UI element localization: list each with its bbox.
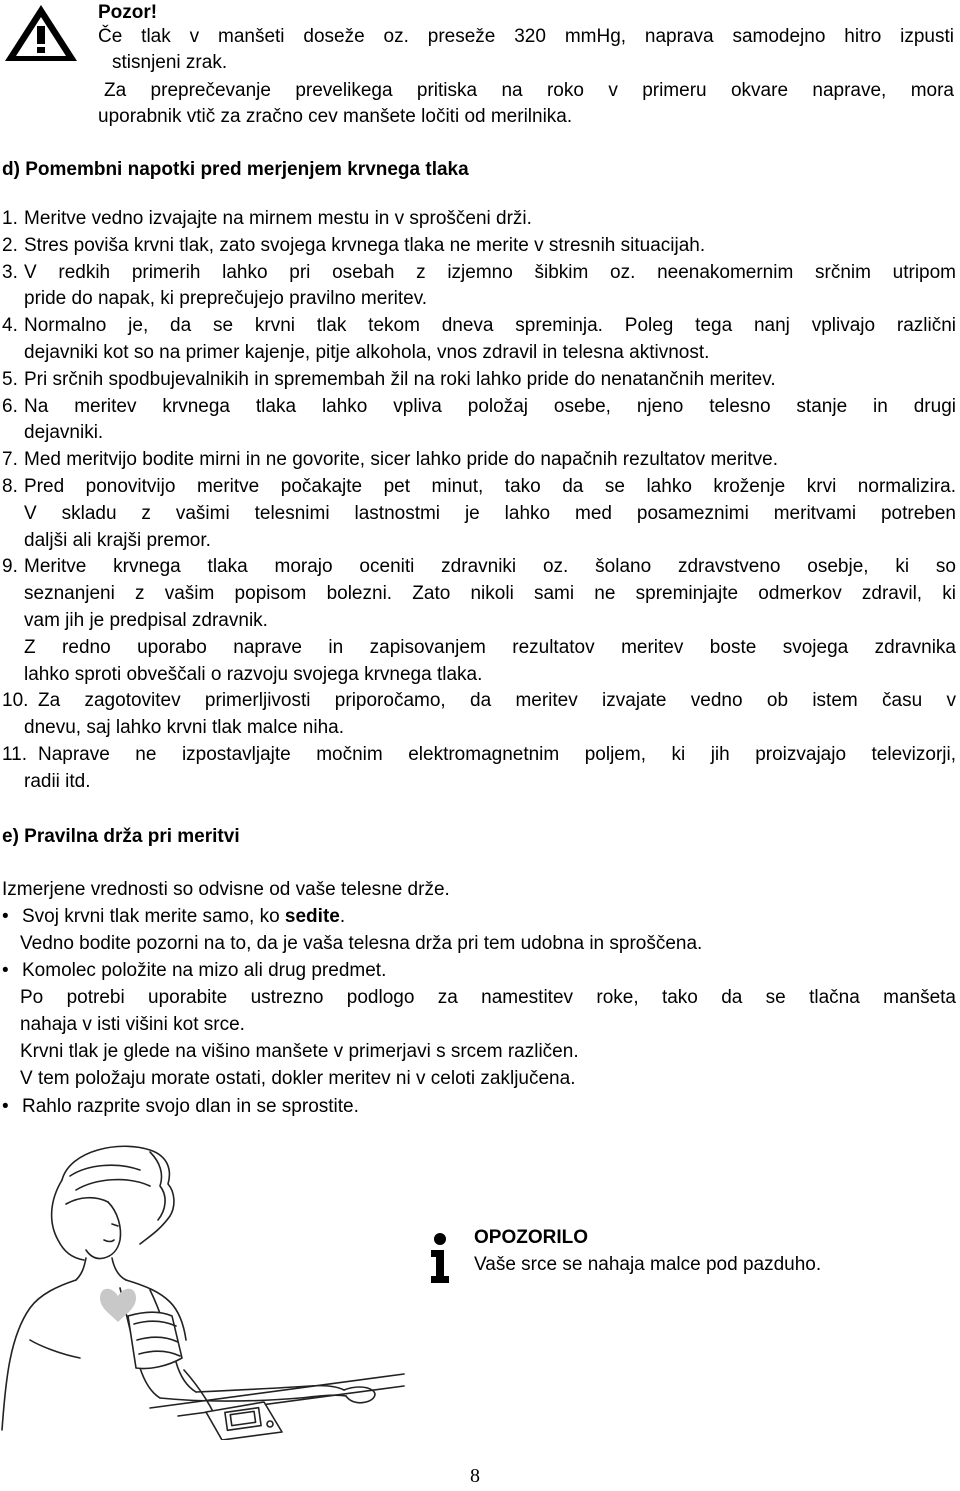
section-e-intro: Izmerjene vrednosti so odvisne od vaše telesne drže. [2, 879, 450, 900]
info-icon [428, 1232, 452, 1284]
bullet-1-bold-word: sedite [284, 906, 340, 927]
list-text: Z redno uporabo naprave in zapisovanjem rezultatov meritev boste svojega zdravnika [24, 636, 956, 658]
bullet-1-marker: • [2, 906, 9, 927]
list-text: dejavniki. [24, 422, 104, 444]
list-text: Pri srčnih spodbujevalnikih in spremembah žil na roki lahko pride do nenatančnih meritev. [24, 368, 776, 390]
bullet-2-line-4: Krvni tlak je glede na višino manšete v primerjavi s srcem različen. [20, 1041, 579, 1062]
list-text: seznanjeni z vašim popisom bolezni. Zato nikoli sami ne spreminjajte odmerkov zdravil, ki [24, 583, 956, 605]
list-text: radii itd. [24, 770, 91, 792]
bullet-2-line-2: Po potrebi uporabite ustrezno podlogo za namestitev roke, tako da se tlačna manšeta [20, 987, 956, 1008]
list-number: 1. [2, 208, 18, 229]
note-text: Vaše srce se nahaja malce pod pazduho. [474, 1254, 822, 1275]
list-text: dejavniki kot so na primer kajenje, pitje alkohola, vnos zdravil in telesna aktivnost. [24, 342, 710, 363]
bullet-1-text [22, 904, 345, 930]
bullet-3-marker: • [2, 1096, 9, 1117]
list-text: pride do napak, ki preprečujejo pravilno meritev. [24, 288, 428, 310]
list-text: daljši ali krajši premor. [24, 529, 211, 551]
list-text: Normalno je, da se krvni tlak tekom dneva spreminja. Poleg tega nanj vplivajo različni [24, 315, 956, 337]
list-text: Meritve vedno izvajajte na mirnem mestu in v sproščeni drži. [24, 208, 532, 229]
list-number: 8. [2, 476, 18, 497]
list-number: 11. [2, 744, 28, 765]
list-number: 4. [2, 315, 18, 337]
warning-line-3: Za preprečevanje prevelikega pritiska na roko v primeru okvare naprave, mora [104, 80, 954, 101]
list-number: 5. [2, 368, 18, 390]
list-text: Med meritvijo bodite mirni in ne govorite, sicer lahko pride do napačnih rezultatov meritve. [24, 449, 779, 471]
list-number: 3. [2, 261, 18, 283]
bullet-2-marker: • [2, 960, 9, 981]
list-text: Meritve krvnega tlaka morajo oceniti zdravniki oz. šolano zdravstveno osebje, ki so [24, 556, 956, 578]
list-text: Za zagotovitev primerljivosti priporočamo, da meritev izvajate vedno ob istem času v [38, 690, 956, 712]
list-text: Pred ponovitvijo meritve počakajte pet minut, tako da se lahko kroženje krvi normalizira. [24, 476, 956, 497]
list-number: 7. [2, 449, 18, 471]
warning-line-2: stisnjeni zrak. [112, 52, 228, 73]
bullet-1-line-2: Vedno bodite pozorni na to, da je vaša telesna drža pri tem udobna in sproščena. [20, 933, 703, 954]
list-number: 2. [2, 234, 18, 256]
posture-illustration [0, 1140, 420, 1440]
list-text: vam jih je predpisal zdravnik. [24, 610, 268, 631]
section-d-heading: d) Pomembni napotki pred merjenjem krvnega tlaka [2, 159, 469, 180]
bullet-2-text: Komolec položite na mizo ali drug predmet. [22, 960, 387, 981]
list-text: Na meritev krvnega tlaka lahko vpliva položaj osebe, njeno telesno stanje in drugi [24, 395, 956, 417]
note-title: OPOZORILO [474, 1227, 588, 1248]
list-text: dnevu, saj lahko krvni tlak malce niha. [24, 717, 344, 739]
list-text: V skladu z vašimi telesnimi lastnostmi je lahko med posameznimi meritvami potreben [24, 502, 956, 524]
bullet-2-line-3: nahaja v isti višini kot srce. [20, 1014, 245, 1035]
warning-line-4: uporabnik vtič za zračno cev manšete ločiti od merilnika. [98, 106, 573, 127]
list-text: Naprave ne izpostavljajte močnim elektromagnetnim poljem, ki jih proizvajajo televizorji, [38, 744, 956, 765]
list-number: 10. [2, 690, 29, 712]
list-text: V redkih primerih lahko pri osebah z izjemno šibkim oz. neenakomernim srčnim utripom [24, 261, 956, 283]
page-number: 8 [470, 1465, 480, 1487]
bullet-2-line-5: V tem položaju morate ostati, dokler meritev ni v celoti zaključena. [20, 1068, 576, 1089]
section-e-heading: e) Pravilna drža pri meritvi [2, 826, 240, 847]
list-number: 9. [2, 556, 18, 578]
list-text: lahko sproti obveščali o razvoju svojega krvnega tlaka. [24, 663, 483, 685]
bullet-3-text: Rahlo razprite svojo dlan in se sprostite. [22, 1096, 359, 1117]
bullet-1-text-start: Svoj krvni tlak merite samo, ko [22, 906, 285, 927]
list-number: 6. [2, 395, 18, 417]
warning-line-1: Če tlak v manšeti doseže oz. preseže 320 mmHg, naprava samodejno hitro izpusti [98, 26, 954, 47]
bullet-1-text-end: . [339, 906, 346, 927]
list-text: Stres poviša krvni tlak, zato svojega krvnega tlaka ne merite v stresnih situacijah. [24, 234, 706, 256]
warning-triangle-icon [2, 2, 80, 64]
warning-title: Pozor! [98, 2, 158, 23]
